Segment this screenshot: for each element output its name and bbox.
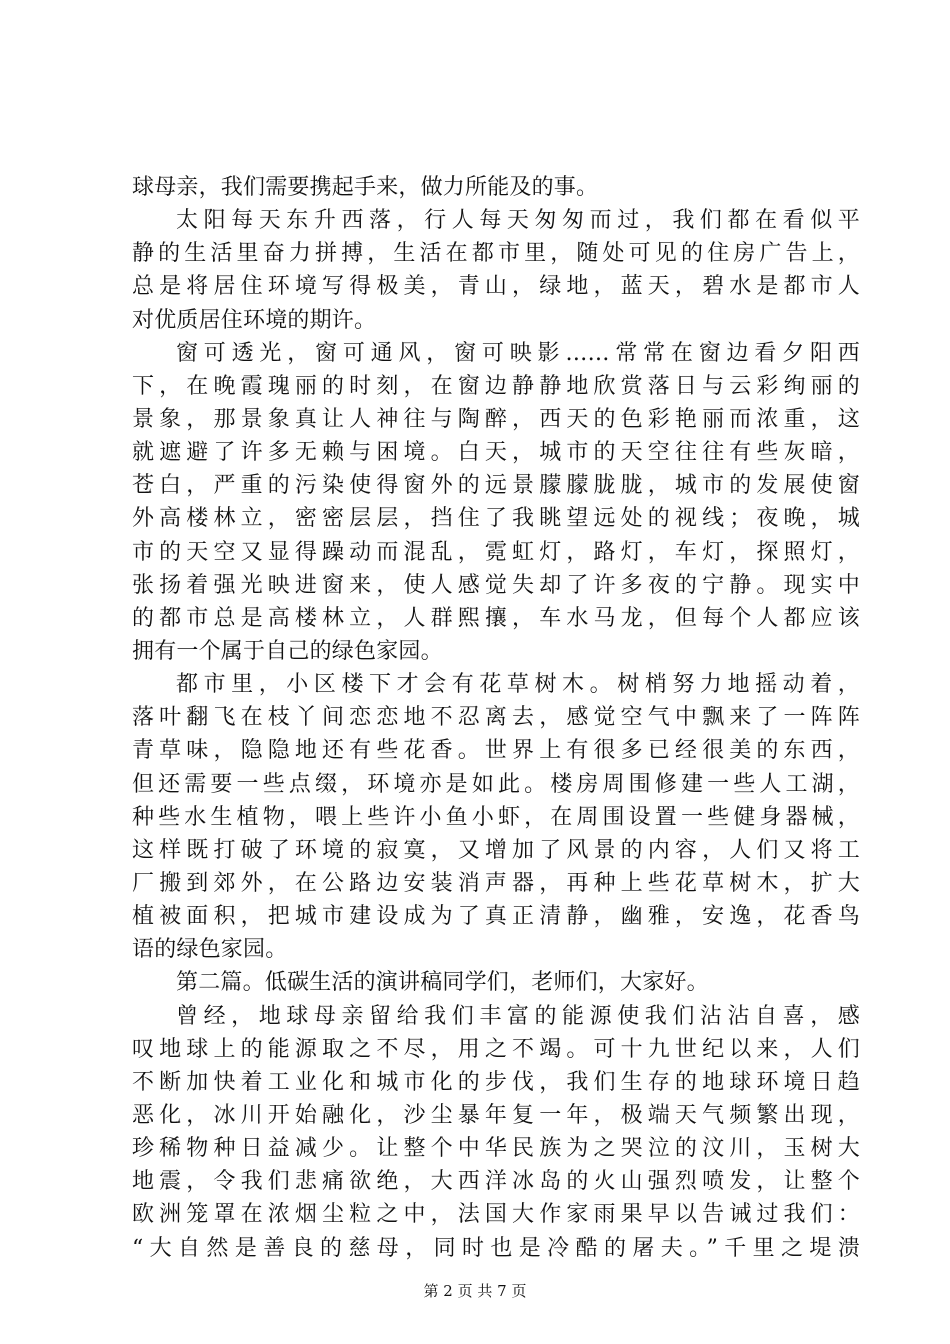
text-line: 景象，那景象真让人神往与陶醉，西天的色彩艳丽而浓重，这 (132, 406, 860, 432)
page-footer: 第 2 页 共 7 页 (423, 1282, 527, 1300)
text-line: 植被面积，把城市建设成为了真正清静，幽雅，安逸，花香鸟 (132, 904, 860, 930)
text-line: 窗可透光，窗可通风，窗可映影……常常在窗边看夕阳西 (176, 340, 860, 366)
text-line: 下，在晚霞瑰丽的时刻，在窗边静静地欣赏落日与云彩绚丽的 (132, 373, 860, 399)
text-line: 总是将居住环境写得极美，青山，绿地，蓝天，碧水是都市人 (132, 274, 860, 300)
text-line: 青草味，隐隐地还有些花香。世界上有很多已经很美的东西， (132, 738, 860, 764)
text-line: 的都市总是高楼林立，人群熙攘，车水马龙，但每个人都应该 (132, 605, 860, 631)
text-line: 这样既打破了环境的寂寞，又增加了风景的内容，人们又将工 (132, 837, 860, 863)
text-line: 静的生活里奋力拼搏，生活在都市里，随处可见的住房广告上， (132, 241, 860, 267)
text-line: 语的绿色家园。 (132, 937, 288, 963)
text-line: 外高楼林立，密密层层，挡住了我眺望远处的视线；夜晚，城 (132, 506, 860, 532)
text-line: 但还需要一些点缀，环境亦是如此。楼房周围修建一些人工湖， (132, 771, 860, 797)
text-line: 地震，令我们悲痛欲绝，大西洋冰岛的火山强烈喷发，让整个 (132, 1169, 860, 1195)
document-body (132, 171, 860, 1265)
text-line: 厂搬到郊外，在公路边安装消声器，再种上些花草树木，扩大 (132, 870, 860, 896)
text-line: 第二篇。低碳生活的演讲稿同学们，老师们，大家好。 (176, 970, 709, 996)
text-line: 都市里，小区楼下才会有花草树木。树梢努力地摇动着， (176, 672, 860, 698)
text-line: 叹地球上的能源取之不尽，用之不竭。可十九世纪以来，人们 (132, 1036, 860, 1062)
text-line: 恶化，冰川开始融化，沙尘暴年复一年，极端天气频繁出现， (132, 1102, 860, 1128)
text-line: 球母亲，我们需要携起手来，做力所能及的事。 (132, 175, 599, 200)
text-line: 太阳每天东升西落，行人每天匆匆而过，我们都在看似平 (176, 208, 860, 234)
text-line: 曾经，地球母亲留给我们丰富的能源使我们沾沾自喜，感 (176, 1003, 860, 1029)
text-line: 拥有一个属于自己的绿色家园。 (132, 638, 443, 664)
text-line: “大自然是善良的慈母，同时也是冷酷的屠夫。”千里之堤溃 (132, 1235, 860, 1261)
text-line: 珍稀物种日益减少。让整个中华民族为之哭泣的汶川，玉树大 (132, 1136, 860, 1162)
text-line: 苍白，严重的污染使得窗外的远景朦朦胧胧，城市的发展使窗 (132, 473, 860, 499)
text-line: 不断加快着工业化和城市化的步伐，我们生存的地球环境日趋 (132, 1069, 860, 1095)
text-line: 落叶翻飞在枝丫间恋恋地不忍离去，感觉空气中飘来了一阵阵 (132, 705, 860, 731)
text-line: 市的天空又显得躁动而混乱，霓虹灯，路灯，车灯，探照灯， (132, 539, 860, 565)
text-line: 欧洲笼罩在浓烟尘粒之中，法国大作家雨果早以告诫过我们： (132, 1202, 860, 1228)
text-line: 种些水生植物，喂上些许小鱼小虾，在周围设置一些健身器械， (132, 804, 860, 830)
text-line: 对优质居住环境的期许。 (132, 307, 377, 333)
text-line: 就遮避了许多无赖与困境。白天，城市的天空往往有些灰暗， (132, 440, 860, 466)
text-line: 张扬着强光映进窗来，使人感觉失却了许多夜的宁静。现实中 (132, 572, 860, 598)
